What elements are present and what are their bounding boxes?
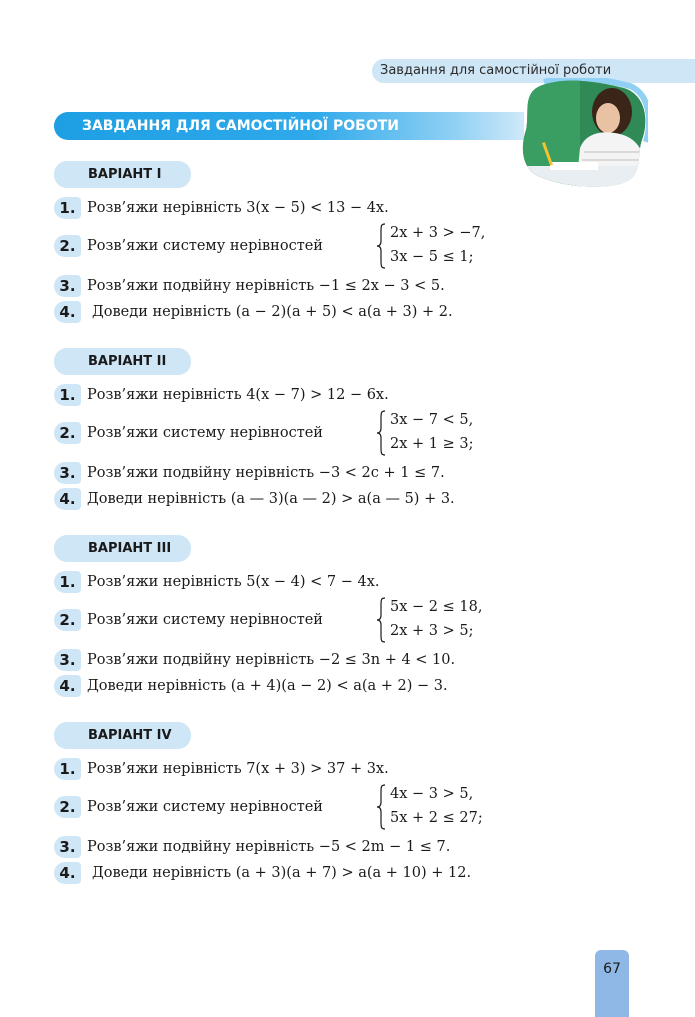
task-text: Доведи нерівність (a + 4)(a − 2) < a(a + 2) − 3. bbox=[87, 678, 448, 694]
task-number: 1. bbox=[54, 758, 81, 780]
system-line-2: 5x + 2 ≤ 27; bbox=[390, 810, 483, 826]
page-title-bar bbox=[54, 112, 524, 140]
task-number: 1. bbox=[54, 197, 81, 219]
task-text: Розв’яжи систему нерівностей bbox=[87, 799, 323, 815]
task-number: 1. bbox=[54, 571, 81, 593]
task-number: 4. bbox=[54, 862, 81, 884]
task-number: 4. bbox=[54, 488, 81, 510]
task-number: 2. bbox=[54, 796, 81, 818]
task-text: Розв’яжи систему нерівностей bbox=[87, 425, 323, 441]
variant-label-1: ВАРІАНТ І bbox=[54, 161, 191, 188]
task-text: Розв’яжи подвійну нерівність −5 < 2m − 1 ≤ 7. bbox=[87, 839, 451, 855]
section-header-text: Завдання для самостійної роботи bbox=[380, 63, 612, 78]
task-number: 2. bbox=[54, 235, 81, 257]
page-title: ЗАВДАННЯ ДЛЯ САМОСТІЙНОЇ РОБОТИ bbox=[82, 118, 399, 134]
system-brace bbox=[376, 596, 386, 644]
task-text: Розв’яжи систему нерівностей bbox=[87, 238, 323, 254]
task-text: Розв’яжи нерівність 7(x + 3) > 37 + 3x. bbox=[87, 761, 389, 777]
task-number: 4. bbox=[54, 675, 81, 697]
student-photo bbox=[520, 78, 648, 188]
system-line-1: 3x − 7 < 5, bbox=[390, 412, 474, 428]
task-text: Розв’яжи нерівність 3(x − 5) < 13 − 4x. bbox=[87, 200, 389, 216]
task-number: 2. bbox=[54, 422, 81, 444]
system-line-2: 3x − 5 ≤ 1; bbox=[390, 249, 474, 265]
task-text: Розв’яжи подвійну нерівність −1 ≤ 2x − 3 < 5. bbox=[87, 278, 445, 294]
system-line-2: 2x + 3 > 5; bbox=[390, 623, 474, 639]
page-number: 67 bbox=[595, 950, 629, 1017]
system-brace bbox=[376, 409, 386, 457]
task-number: 3. bbox=[54, 649, 81, 671]
task-number: 4. bbox=[54, 301, 81, 323]
system-line-2: 2x + 1 ≥ 3; bbox=[390, 436, 474, 452]
system-brace bbox=[376, 222, 386, 270]
variant-label-3: ВАРІАНТ ІІІ bbox=[54, 535, 191, 562]
task-text: Розв’яжи нерівність 5(x − 4) < 7 − 4x. bbox=[87, 574, 380, 590]
task-number: 3. bbox=[54, 836, 81, 858]
task-text: Розв’яжи нерівність 4(x − 7) > 12 − 6x. bbox=[87, 387, 389, 403]
task-text: Доведи нерівність (a + 3)(a + 7) > a(a + 10) + 12. bbox=[92, 865, 472, 881]
system-brace bbox=[376, 783, 386, 831]
variant-label-4: ВАРІАНТ IV bbox=[54, 722, 191, 749]
task-number: 3. bbox=[54, 275, 81, 297]
system-line-1: 2x + 3 > −7, bbox=[390, 225, 486, 241]
variant-label-2: ВАРІАНТ ІІ bbox=[54, 348, 191, 375]
task-text: Розв’яжи систему нерівностей bbox=[87, 612, 323, 628]
task-text: Розв’яжи подвійну нерівність −3 < 2c + 1 ≤ 7. bbox=[87, 465, 445, 481]
task-text: Розв’яжи подвійну нерівність −2 ≤ 3n + 4 < 10. bbox=[87, 652, 456, 668]
task-number: 1. bbox=[54, 384, 81, 406]
system-line-1: 4x − 3 > 5, bbox=[390, 786, 474, 802]
system-line-1: 5x − 2 ≤ 18, bbox=[390, 599, 483, 615]
task-number: 3. bbox=[54, 462, 81, 484]
task-text: Доведи нерівність (a − 2)(a + 5) < a(a + 3) + 2. bbox=[92, 304, 453, 320]
task-number: 2. bbox=[54, 609, 81, 631]
task-text: Доведи нерівність (a — 3)(a — 2) > a(a — 5) + 3. bbox=[87, 491, 455, 507]
